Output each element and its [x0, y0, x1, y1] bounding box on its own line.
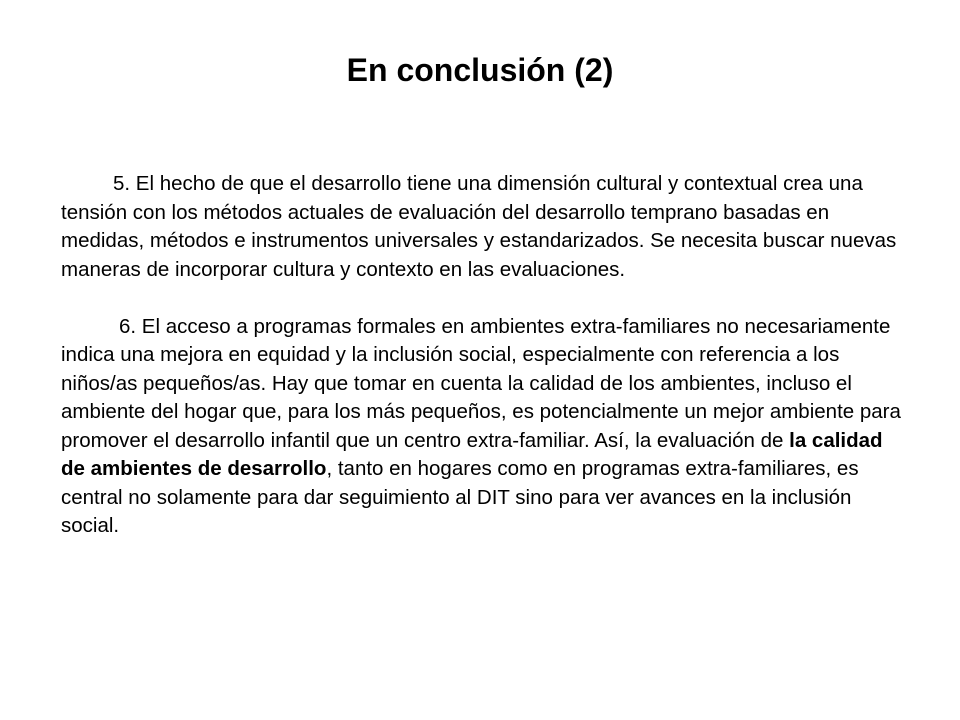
- paragraph-6: [61, 313, 901, 541]
- paragraph-6-bold-text: la calidad de ambientes de desarrollo: [61, 428, 883, 480]
- slide-title: En conclusión (2): [346, 52, 614, 88]
- slide-body: [61, 170, 901, 541]
- paragraph-6-text-before: 6. El acceso a programas formales en ambientes extra-familiares no necesariamente indica una mejora en equidad y la inclusión social, especialmente con referencia a los niños/as pequeños/as. Hay que tomar en cuenta la calidad de los ambientes, incluso el ambiente del hogar que, para los más pequeños, es potencialmente un mejor ambiente para promover el desarrollo infantil que un centro extra-familiar. Así, la evaluación de: [61, 314, 901, 452]
- paragraph-5: 5. El hecho de que el desarrollo tiene una dimensión cultural y contextual crea una tensión con los métodos actuales de evaluación del desarrollo temprano basadas en medidas, métodos e instrumentos universales y estandarizados. Se necesita buscar nuevas maneras de incorporar cultura y contexto en las evaluaciones.: [61, 172, 897, 281]
- paragraph-6-text-after: , tanto en hogares como en programas extra-familiares, es central no solamente para dar seguimiento al DIT sino para ver avances en la inclusión social.: [61, 457, 859, 537]
